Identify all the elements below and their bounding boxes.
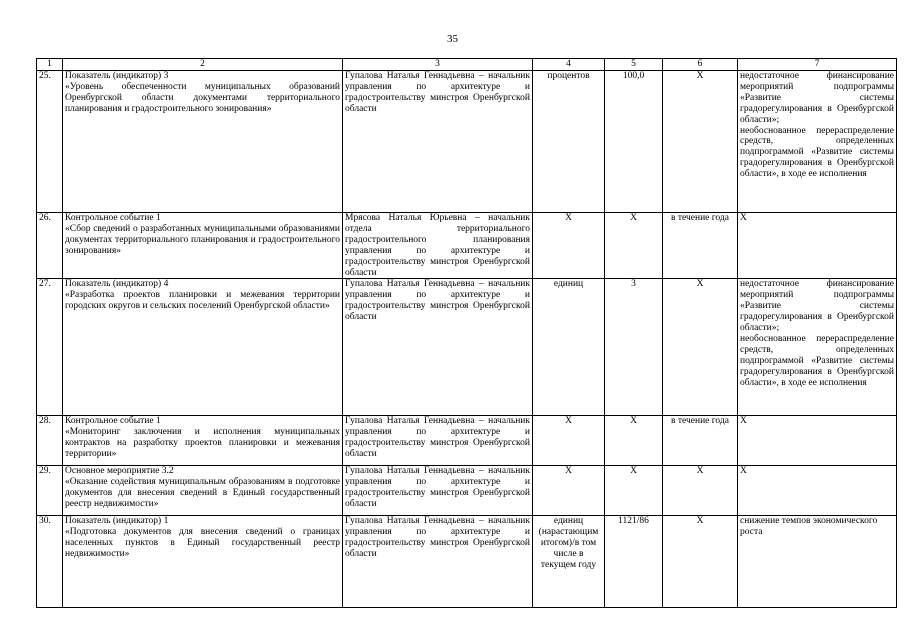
row-number: 28.	[37, 416, 63, 466]
table-row	[37, 416, 897, 466]
table-row	[37, 279, 897, 416]
row-value: 1121/86	[605, 516, 663, 608]
row-reason	[738, 279, 897, 416]
column-number: 2	[63, 59, 343, 71]
row-reason	[738, 416, 897, 466]
reason-line: необоснованное перераспределение средств, определенных подпрограммой «Развитие системы градорегулирования в Оренбургской области», в ходе ее исполнения	[740, 125, 894, 180]
reason-line: снижение темпов экономического роста	[740, 516, 878, 538]
row-unit: единиц (нарастающим итогом)/в том числе в текущем году	[533, 516, 605, 608]
table-row	[37, 213, 897, 279]
row-term: в течение года	[663, 416, 738, 466]
row-title: Показатель (индикатор) 1	[65, 516, 169, 527]
row-number: 25.	[37, 71, 63, 213]
column-number-row	[37, 59, 897, 71]
row-unit: Х	[533, 466, 605, 516]
row-title: Показатель (индикатор) 4	[65, 279, 169, 290]
row-text: «Оказание содействия муниципальным образованиям в подготовке документов для внесения сведений в Единый государственный реестр недвижимости»	[65, 477, 340, 510]
column-number: 5	[605, 59, 663, 71]
row-responsible: Гупалова Наталья Геннадьевна – начальник управления по архитектуре и градостроительству минстроя Оренбургской области	[343, 279, 533, 416]
reason-line: недостаточное финансирование мероприятий подпрограммы «Развитие системы градорегулирования в Оренбургской области»;	[740, 279, 894, 334]
row-unit: Х	[533, 416, 605, 466]
column-number: 6	[663, 59, 738, 71]
row-value: 100,0	[605, 71, 663, 213]
column-number: 4	[533, 59, 605, 71]
row-title: Контрольное событие 1	[65, 416, 161, 427]
row-unit: единиц	[533, 279, 605, 416]
row-text: «Уровень обеспеченности муниципальных образований Оренбургской области документами территориального планирования и градостроительного зонирования»	[65, 81, 340, 114]
reason-line: необоснованное перераспределение средств, определенных подпрограммой «Развитие системы градорегулирования в Оренбургской области», в ходе ее исполнения	[740, 333, 894, 388]
row-reason	[738, 466, 897, 516]
row-description	[63, 516, 343, 608]
row-responsible: Гупалова Наталья Геннадьевна – начальник управления по архитектуре и градостроительству минстроя Оренбургской области	[343, 516, 533, 608]
column-number: 1	[37, 59, 63, 71]
row-term: Х	[663, 516, 738, 608]
row-title: Основное мероприятие 3.2	[65, 466, 174, 477]
row-term: Х	[663, 466, 738, 516]
reason-line: Х	[740, 213, 747, 223]
row-text: «Мониторинг заключения и исполнения муниципальных контрактов на разработку проектов планировки и межевания территории»	[65, 427, 340, 460]
table-row	[37, 516, 897, 608]
row-number: 27.	[37, 279, 63, 416]
row-number: 29.	[37, 466, 63, 516]
row-reason	[738, 516, 897, 608]
reason-line: недостаточное финансирование мероприятий подпрограммы «Развитие системы градорегулирования в Оренбургской области»;	[740, 71, 894, 125]
row-number: 30.	[37, 516, 63, 608]
row-responsible: Гупалова Наталья Геннадьевна – начальник управления по архитектуре и градостроительству минстроя Оренбургской области	[343, 71, 533, 213]
row-term: в течение года	[663, 213, 738, 279]
table-row	[37, 466, 897, 516]
row-value: Х	[605, 466, 663, 516]
row-value: Х	[605, 416, 663, 466]
row-term: Х	[663, 71, 738, 213]
row-value: Х	[605, 213, 663, 279]
row-number: 26.	[37, 213, 63, 279]
row-reason	[738, 213, 897, 279]
column-number: 7	[738, 59, 897, 71]
row-text: «Сбор сведений о разработанных муниципальными образованиями документах территориального планирования и градостроительного зонирования»	[65, 223, 340, 256]
column-number: 3	[343, 59, 533, 71]
row-term: Х	[663, 279, 738, 416]
reason-line: Х	[740, 466, 747, 477]
row-description	[63, 279, 343, 416]
row-reason	[738, 71, 897, 213]
row-responsible: Гупалова Наталья Геннадьевна – начальник управления по архитектуре и градостроительству минстроя Оренбургской области	[343, 466, 533, 516]
page-number: 35	[447, 33, 458, 45]
document-table	[36, 58, 897, 608]
row-description	[63, 71, 343, 213]
table-row	[37, 71, 897, 213]
row-description	[63, 416, 343, 466]
row-unit: Х	[533, 213, 605, 279]
row-responsible: Гупалова Наталья Геннадьевна – начальник управления по архитектуре и градостроительству минстроя Оренбургской области	[343, 416, 533, 466]
row-text: «Подготовка документов для внесения сведений о границах населенных пунктов в Единый государственный реестр недвижимости»	[65, 527, 340, 560]
row-description	[63, 466, 343, 516]
row-title: Показатель (индикатор) 3	[65, 71, 169, 81]
row-title: Контрольное событие 1	[65, 213, 161, 223]
row-responsible: Мрясова Наталья Юрьевна – начальник отдела территориального градостроительного планирования управления по архитектуре и градостроительству минстроя Оренбургской области	[343, 213, 533, 279]
reason-line: Х	[740, 416, 747, 427]
row-description	[63, 213, 343, 279]
row-unit: процентов	[533, 71, 605, 213]
row-value: 3	[605, 279, 663, 416]
row-text: «Разработка проектов планировки и межевания территории городских округов и сельских поселений Оренбургской области»	[65, 290, 340, 312]
